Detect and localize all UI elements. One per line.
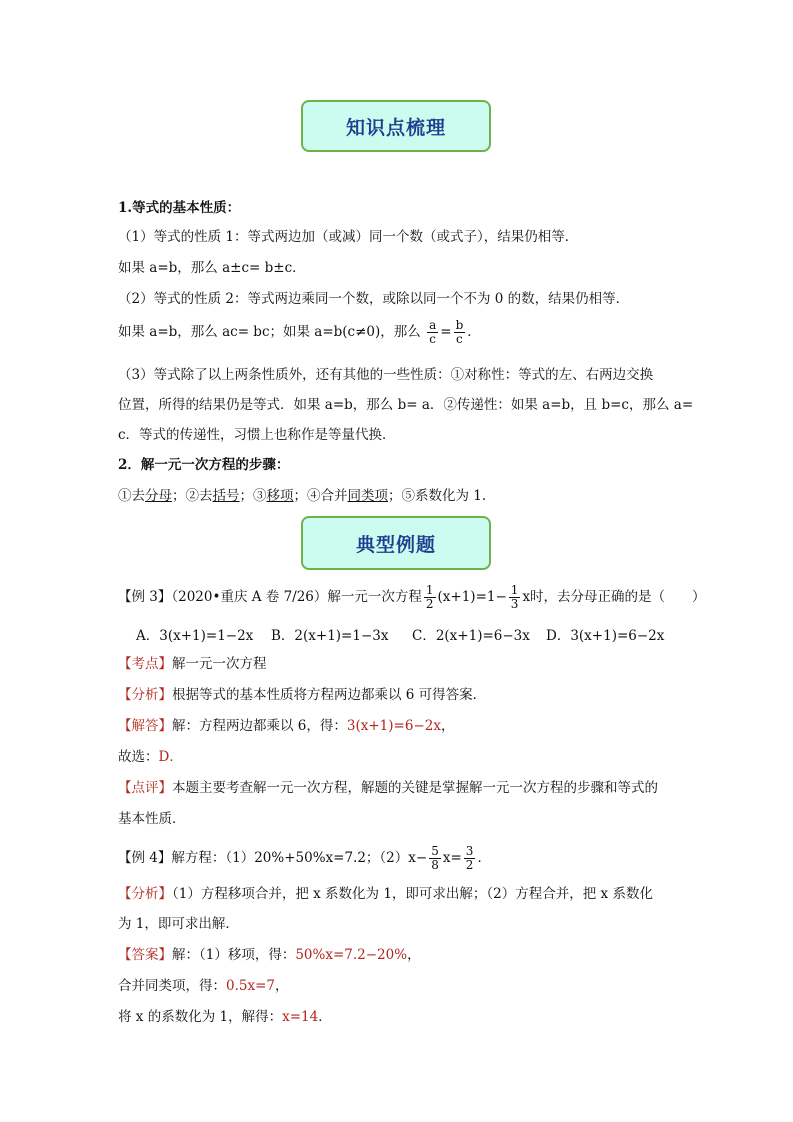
steps-line <box>118 487 486 505</box>
example3-choice <box>118 748 183 766</box>
step-text: ；④合并 <box>293 488 348 504</box>
solution-text: 解：方程两边都乘以 6，得： <box>172 718 347 734</box>
end-punct: ， <box>407 947 421 963</box>
frac-numerator: b <box>455 318 464 332</box>
example3-kaodian <box>118 655 267 673</box>
answer-text: 合并同类项，得： <box>118 978 226 994</box>
equation-text: x= <box>442 850 462 866</box>
knowledge-banner-title: 知识点梳理 <box>345 116 446 139</box>
label-answer: 【答案】 <box>118 947 172 963</box>
example3-comment-line1 <box>118 779 658 797</box>
section1-title: 1.等式的基本性质： <box>118 200 241 216</box>
end-punct: ． <box>318 1009 332 1025</box>
example4-answer-line2 <box>118 977 288 995</box>
formula-text: 如果 a=b，那么 ac= bc；如果 a=b(c≠0)，那么 <box>118 324 421 340</box>
step-text: ；③ <box>239 488 267 504</box>
answer-text: 解：（1）移项，得： <box>172 947 296 963</box>
frac-numerator: 3 <box>465 844 474 858</box>
fraction-b-over-c <box>454 319 466 346</box>
step-keyword: 括号 <box>212 488 240 504</box>
fraction-three-halves <box>464 845 476 872</box>
option-c: C．2(x+1)=6−3x <box>412 628 530 644</box>
example3-analysis <box>118 686 486 704</box>
answer-formula: 0.5x=7 <box>226 978 275 994</box>
label-solution: 【解答】 <box>118 718 172 734</box>
frac-denominator: 8 <box>431 858 439 872</box>
step-text: ；⑤系数化为 1. <box>388 488 487 504</box>
frac-numerator: 5 <box>431 844 439 858</box>
property3-line3: c．等式的传递性，习惯上也称作是等量代换． <box>118 427 396 443</box>
fraction-one-third <box>509 584 521 611</box>
fraction-a-over-c <box>427 319 438 346</box>
end-punct: ． <box>477 850 491 866</box>
example4-analysis-line2: 为 1，即可求出解． <box>118 916 239 932</box>
knowledge-banner <box>301 100 491 152</box>
option-b: B．2(x+1)=1−3x <box>271 628 389 644</box>
option-d: D．3(x+1)=6−2x <box>546 628 665 644</box>
answer-formula: 50%x=7.2−20% <box>295 947 408 963</box>
property3-line2: 位置，所得的结果仍是等式．如果 a=b，那么 b= a．②传递性：如果 a=b，且 b=c，那么 a= <box>118 397 694 413</box>
end-punct: ， <box>274 978 289 994</box>
prefix-text: 如果 <box>118 260 150 276</box>
example4-analysis-line1 <box>118 885 653 903</box>
step-keyword: 移项 <box>266 488 294 504</box>
frac-denominator: 3 <box>510 597 519 611</box>
property2-text: （2）等式的性质 2：等式两边乘同一个数，或除以同一个不为 0 的数，结果仍相等． <box>118 291 630 307</box>
fraction-five-eighths <box>429 845 441 872</box>
question-text: 【例 3】（2020•重庆 A 卷 7/26）解一元一次方程 <box>118 589 422 605</box>
option-a: A．3(x+1)=1−2x <box>136 628 254 644</box>
end-punct: ． <box>467 324 481 340</box>
equation-text: x− <box>408 850 428 866</box>
step-text: ①去 <box>118 488 145 504</box>
formula-text: a=b，那么 a±c= b±c． <box>149 260 306 276</box>
property1-text: （1）等式的性质 1：等式两边加（或减）同一个数（或式子），结果仍相等． <box>118 229 579 245</box>
example3-question <box>118 584 706 611</box>
analysis-text: （1）方程移项合并，把 x 系数化为 1，即可求出解；（2）方程合并，把 x 系数化 <box>172 886 653 902</box>
comment-text: 本题主要考查解一元一次方程，解题的关键是掌握解一元一次方程的步骤和等式的 <box>172 780 658 796</box>
label-comment: 【点评】 <box>118 780 172 796</box>
kaodian-text: 解一元一次方程 <box>172 656 267 672</box>
label-kaodian: 【考点】 <box>118 656 172 672</box>
solution-formula: 3(x+1)=6−2x <box>346 718 441 734</box>
example3-solution <box>118 717 454 735</box>
answer-formula: x=14 <box>282 1009 319 1025</box>
frac-denominator: 2 <box>425 597 434 611</box>
question-text: x时，去分母正确的是（ ） <box>522 589 706 605</box>
section2-title: 2．解一元一次方程的步骤： <box>118 457 290 473</box>
fraction-one-half <box>424 584 436 611</box>
step-keyword: 同类项 <box>347 488 388 504</box>
analysis-text: 根据等式的基本性质将方程两边都乘以 6 可得答案． <box>172 687 487 703</box>
step-text: ；②去 <box>172 488 213 504</box>
example4-answer-line3 <box>118 1008 332 1026</box>
choice-answer: D． <box>158 749 183 765</box>
examples-banner <box>301 516 491 570</box>
answer-text: 将 x 的系数化为 1，解得： <box>118 1009 283 1025</box>
property3-line1: （3）等式除了以上两条性质外，还有其他的一些性质：①对称性：等式的左、右两边交换 <box>118 367 654 383</box>
equation-text: (x+1)=1− <box>437 589 507 605</box>
frac-numerator: a <box>429 318 437 332</box>
frac-denominator: c <box>429 332 437 346</box>
examples-banner-title: 典型例题 <box>355 533 436 556</box>
example4-question <box>118 845 491 872</box>
frac-denominator: 2 <box>465 858 474 872</box>
property2-example <box>118 319 481 346</box>
end-punct: ， <box>440 718 455 734</box>
frac-numerator: 1 <box>425 583 434 597</box>
question-text: 【例 4】解方程：（1）20%+50%x=7.2；（2） <box>118 850 409 866</box>
label-analysis: 【分析】 <box>118 886 172 902</box>
frac-denominator: c <box>456 332 463 346</box>
example4-answer-line1 <box>118 946 421 964</box>
property1-example <box>118 259 306 277</box>
example3-comment-line2: 基本性质． <box>118 811 186 827</box>
label-analysis: 【分析】 <box>118 687 172 703</box>
step-keyword: 分母 <box>145 488 172 504</box>
choice-text: 故选： <box>118 749 159 765</box>
frac-numerator: 1 <box>510 583 519 597</box>
equals-sign: = <box>440 324 452 340</box>
